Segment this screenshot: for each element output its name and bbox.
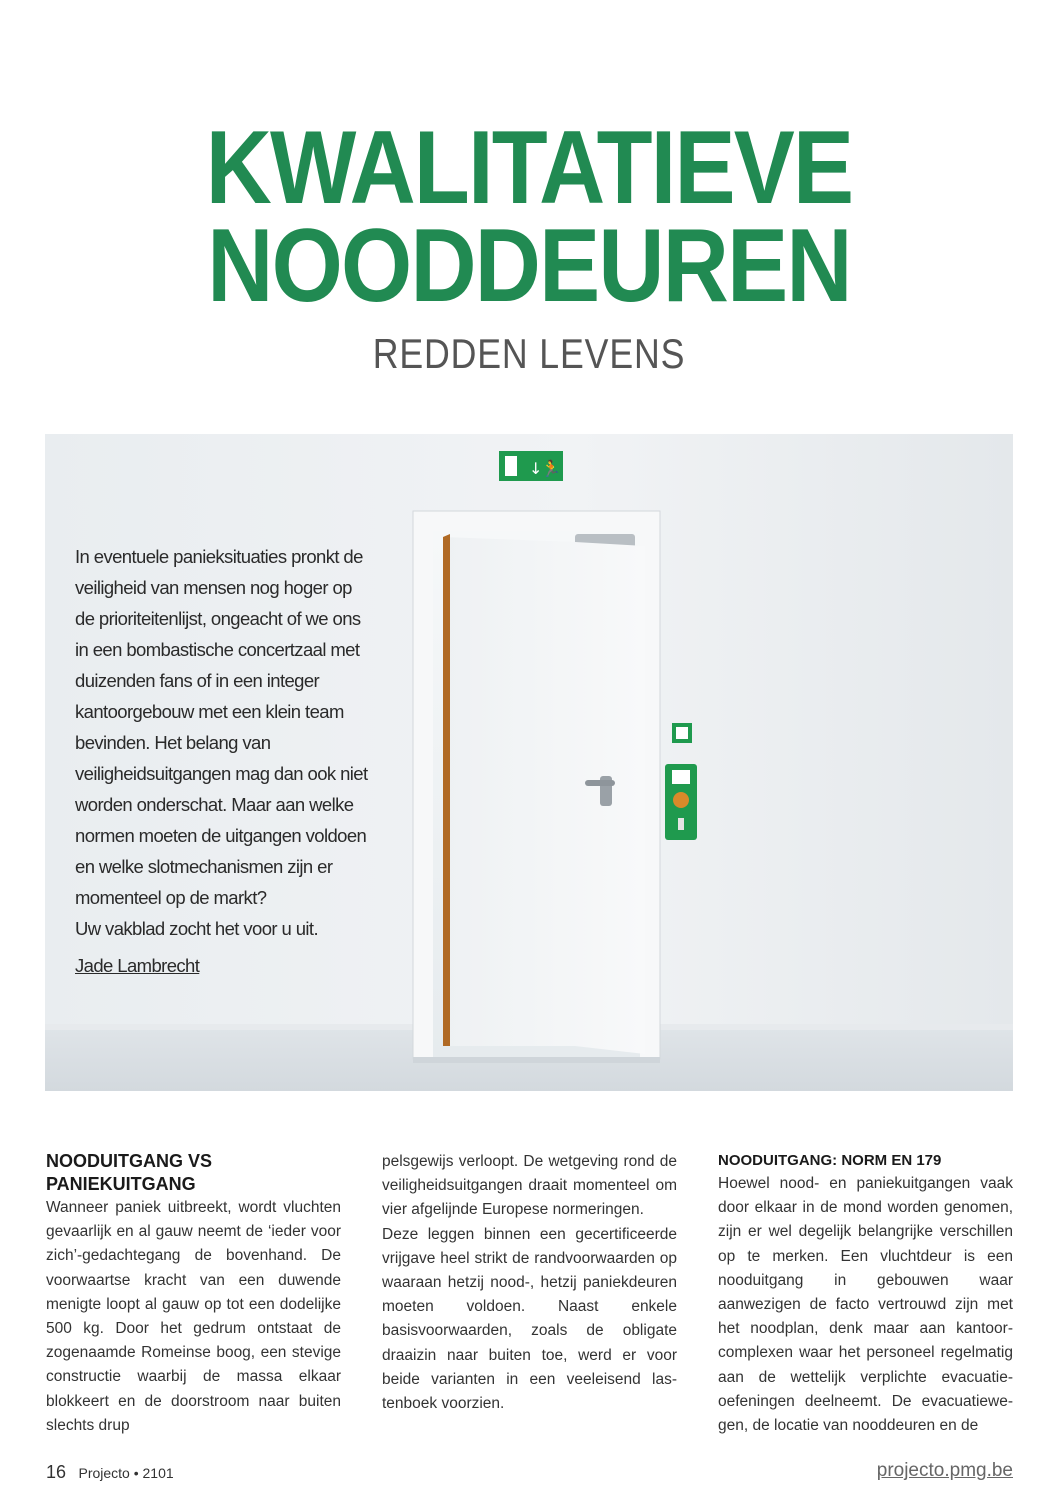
intro-block <box>75 541 375 981</box>
column-2 <box>382 1150 677 1416</box>
page-number: 16 <box>46 1462 67 1482</box>
footer-left <box>46 1462 174 1483</box>
title-line-2: NOODDEUREN <box>207 208 851 324</box>
column-1-text: Wanneer paniek uitbreekt, wordt vluchten gevaarlijk en al gauw neemt de ‘ieder voor zich’-gedachtegang de bovenhand. De voorwaartse kracht van een duwende menigte loopt al gauw op tot een dodelijke 500 kg. Door het gedrum ontstaat de zogenaamde Romeinse boog, een stevige constructie waarbij de massa elkaar blokkeert en de doorstroom naar buiten slechts drup <box>46 1199 341 1434</box>
svg-text:🏃: 🏃 <box>541 459 561 478</box>
website-link[interactable]: projecto.pmg.be <box>876 1460 1013 1481</box>
intro-tagline: Uw vakblad zocht het voor u uit. <box>75 918 319 939</box>
column-2-text-2: Deze leggen binnen een gecertificeerde vrijgave heel strikt de randvoorwaarden op waaraan hetzij nood-, hetzij paniekdeuren moeten voldoen. Naast enkele basisvoorwaarden, zoals de obligate draaizin naar buiten toe, werd er voor beide varianten in een veeleisend lastenboek voorzien. <box>382 1225 677 1413</box>
subtitle: REDDEN LEVENS <box>372 330 686 377</box>
column-2-text-1: pelsgewijs verloopt. De wetgeving rond de veiligheidsuitgangen draait momenteel om vier afgelijnde Europese normeringen. <box>382 1153 677 1219</box>
column-3-text: Hoewel nood- en paniekuitgangen vaak door elkaar in de mond worden genomen, zijn er wel degelijk belangrijke verschillen op te merken. Een vluchtdeur is een nooduitgang in gebouwen waar aanwezigen de facto vertrouwd zijn met het noodplan, denk maar aan kantoorcomplexen waar het personeel regelmatig aan de wettelijk verplichte evacuatieoefeningen deelneemt. De evacuatiewegen, de locatie van nooddeuren en de <box>718 1175 1013 1435</box>
author-link[interactable]: Jade Lambrecht <box>75 955 200 976</box>
column-3 <box>718 1150 1013 1438</box>
title-line-1: KWALITATIEVE <box>205 110 853 226</box>
column-1 <box>46 1150 341 1438</box>
svg-text:↓: ↓ <box>529 459 543 478</box>
intro-text: In eventuele panieksituaties pronkt de veiligheid van mensen nog hoger op de prioriteitenlijst, ongeacht of we ons in een bombastische concertzaal met duizenden fans of in een integer kantoorgebouw met een klein team bevinden. Het belang van veiligheidsuitgangen mag dan ook niet worden onderschat. Maar aan welke normen moeten de uitgangen voldoen en welke slotmechanismen zijn er momenteel op de markt? <box>75 546 368 908</box>
section-heading-2: NOODUITGANG: NORM EN 179 <box>718 1152 942 1169</box>
section-heading-1: NOODUITGANG VS PANIEKUITGANG <box>46 1151 213 1194</box>
magazine-issue: Projecto • 2101 <box>78 1465 174 1481</box>
